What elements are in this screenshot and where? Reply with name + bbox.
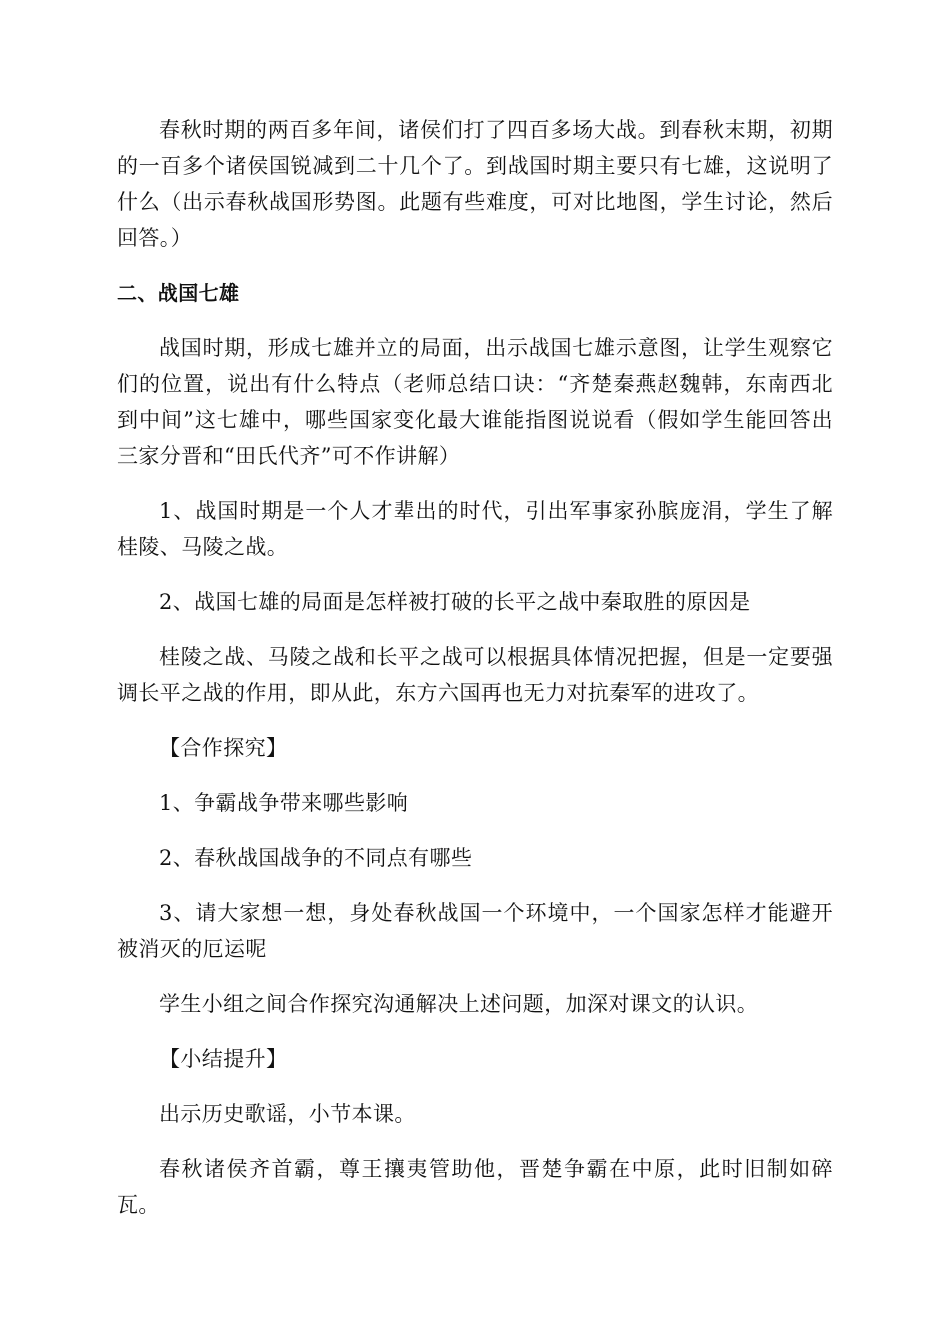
paragraph-group-discussion: 学生小组之间合作探究沟通解决上述问题，加深对课文的认识。 — [159, 992, 759, 1016]
paragraph-item-2-changping: 2、战国七雄的局面是怎样被打破的长平之战中秦取胜的原因是 — [159, 590, 751, 614]
paragraph-item-1-talents: 1、战国时期是一个人才辈出的时代，引出军事家孙膑庞涓，学生了解桂陵、马陵之战。 — [117, 499, 833, 559]
paragraph-history-ballad: 春秋诸侯齐首霸，尊王攘夷管助他，晋楚争霸在中原，此时旧制如碎瓦。 — [117, 1157, 833, 1217]
document-page — [117, 112, 833, 1242]
paragraph-battles-emphasis: 桂陵之战、马陵之战和长平之战可以根据具体情况把握，但是一定要强调长平之战的作用，即从此，东方六国再也无力对抗秦军的进攻了。 — [117, 645, 833, 705]
paragraph-seven-states-layout: 战国时期，形成七雄并立的局面，出示战国七雄示意图，让学生观察它们的位置，说出有什么特点（老师总结口诀：“齐楚秦燕赵魏韩，东南西北到中间”这七雄中，哪些国家变化最大谁能指图说说看（假如学生能回答出三家分晋和“田氏代齐”可不作讲解） — [117, 336, 833, 468]
paragraph-question-1: 1、争霸战争带来哪些影响 — [159, 791, 409, 815]
paragraph-cooperative-inquiry-title: 【合作探究】 — [159, 736, 288, 760]
paragraph-summary-title: 【小结提升】 — [159, 1047, 288, 1071]
paragraph-question-2: 2、春秋战国战争的不同点有哪些 — [159, 846, 473, 870]
paragraph-summary-intro: 出示历史歌谣，小节本课。 — [159, 1102, 416, 1126]
paragraph-spring-autumn-wars: 春秋时期的两百多年间，诸侯们打了四百多场大战。到春秋末期，初期的一百多个诸侯国锐减到二十几个了。到战国时期主要只有七雄，这说明了什么（出示春秋战国形势图。此题有些难度，可对比地图，学生讨论，然后回答。） — [117, 118, 833, 250]
section-heading-seven-states: 二、战国七雄 — [117, 281, 240, 305]
paragraph-question-3: 3、请大家想一想，身处春秋战国一个环境中，一个国家怎样才能避开被消灭的厄运呢 — [117, 901, 833, 961]
